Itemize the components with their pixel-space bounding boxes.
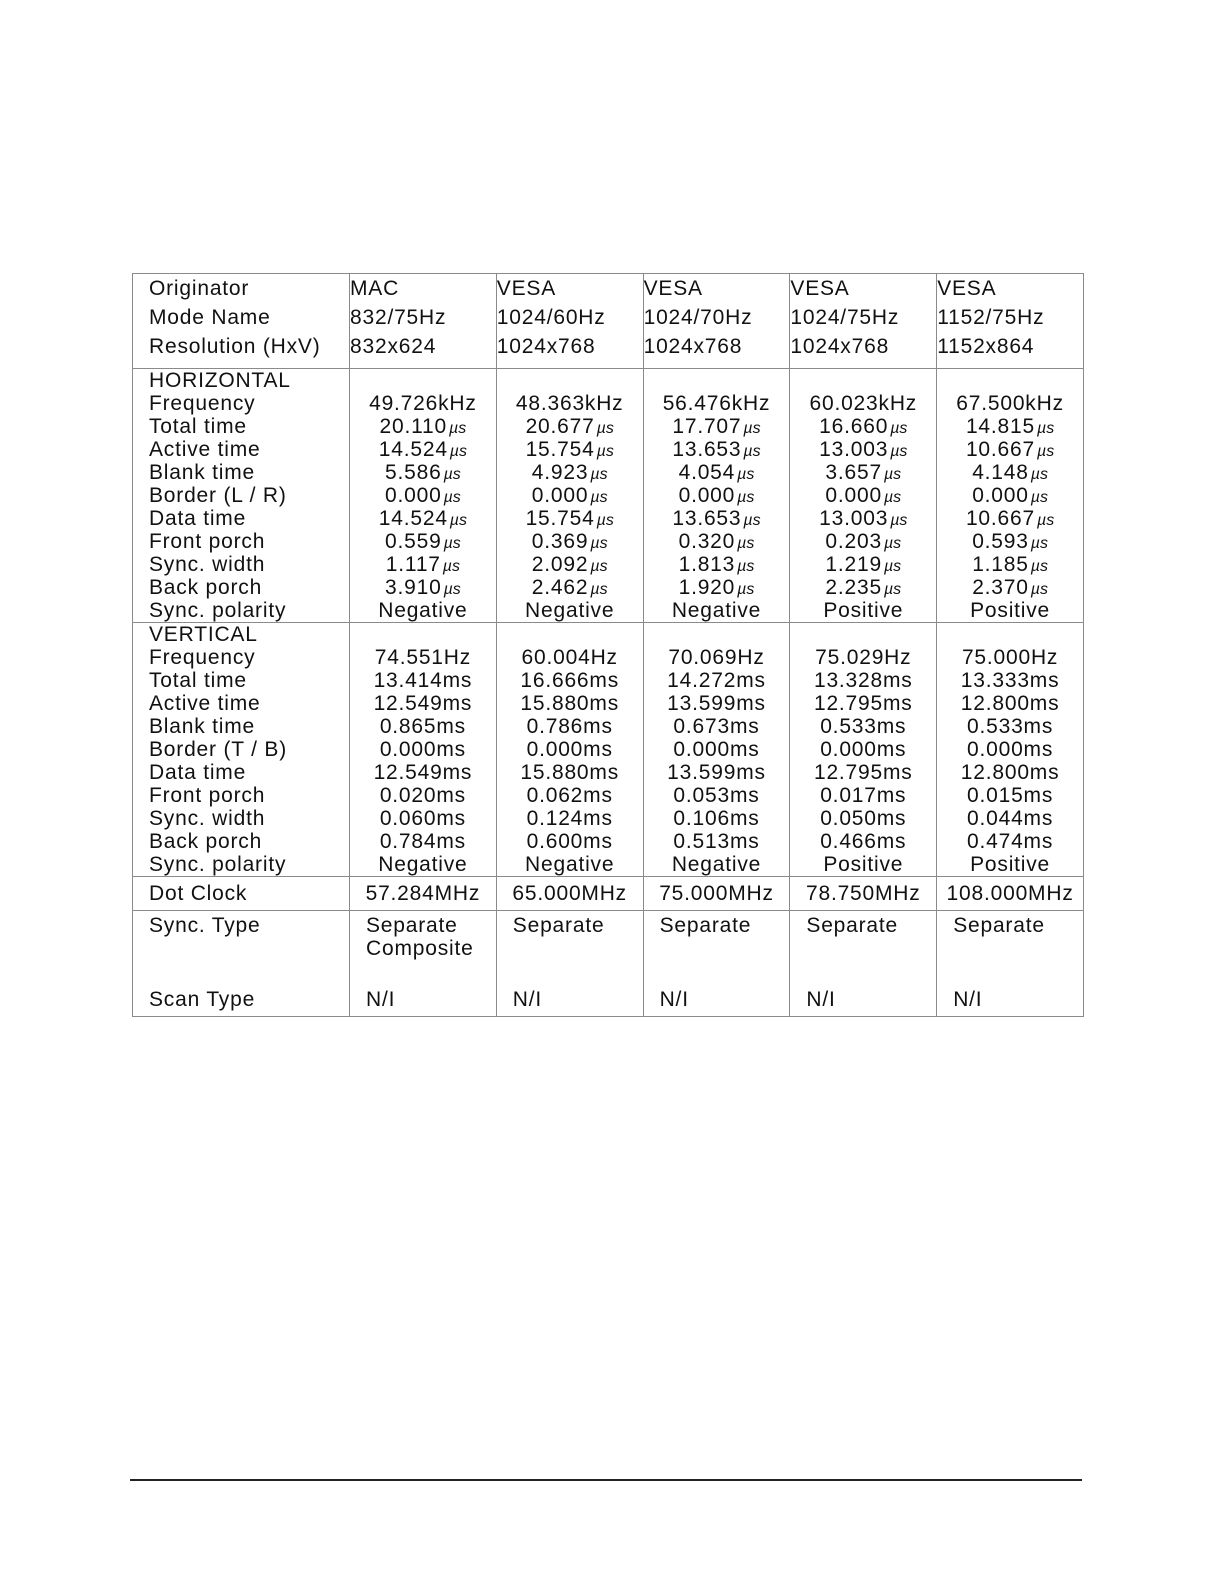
vertical-value: 13.414ms xyxy=(373,669,473,692)
microsecond-unit: µs xyxy=(443,489,461,506)
horizontal-col-4 xyxy=(790,369,937,623)
microsecond-unit: µs xyxy=(743,512,761,529)
vertical-value: 0.786ms xyxy=(526,715,613,738)
horizontal-section xyxy=(133,369,1084,623)
horizontal-value: 5.586 µs xyxy=(385,461,461,484)
microsecond-unit: µs xyxy=(883,466,902,483)
sync-scan-col-1 xyxy=(350,911,497,1017)
vertical-value: 0.000ms xyxy=(526,738,613,761)
horizontal-value: 14.815 µs xyxy=(965,415,1055,438)
microsecond-unit: µs xyxy=(443,581,461,598)
section-title-spacer xyxy=(937,369,1083,392)
horizontal-value: 14.524 µs xyxy=(378,438,468,461)
header-col-5 xyxy=(937,274,1084,369)
microsecond-unit: µs xyxy=(449,420,467,437)
horizontal-value: 20.677 µs xyxy=(525,415,614,438)
section-title-spacer xyxy=(497,623,643,646)
vertical-title: VERTICAL xyxy=(149,623,258,646)
horizontal-col-2 xyxy=(496,369,643,623)
vertical-value: 12.549ms xyxy=(373,761,473,784)
dot-clock-value: 78.750MHz xyxy=(790,877,937,911)
header-col-4 xyxy=(790,274,937,369)
vertical-value: 0.865ms xyxy=(379,715,466,738)
sync-type-value: Separate xyxy=(953,914,1045,937)
microsecond-unit: µs xyxy=(890,420,908,437)
vertical-value: 0.020ms xyxy=(379,784,466,807)
horizontal-value: 0.000 µs xyxy=(678,484,755,507)
horizontal-value: 2.092 µs xyxy=(531,553,608,576)
horizontal-value: 0.593 µs xyxy=(972,530,1048,553)
vertical-value: 12.800ms xyxy=(960,761,1060,784)
horizontal-value: 0.000 µs xyxy=(531,484,608,507)
row-label: Sync. polarity xyxy=(149,853,287,876)
horizontal-col-3 xyxy=(643,369,790,623)
mode-name-label: Mode Name xyxy=(149,306,271,329)
horizontal-value: Positive xyxy=(823,599,904,622)
vertical-value: 60.004Hz xyxy=(521,646,618,669)
vertical-value: 0.017ms xyxy=(820,784,907,807)
vertical-value: 0.513ms xyxy=(673,830,760,853)
vertical-labels-cell xyxy=(133,623,350,877)
vertical-value: 12.795ms xyxy=(813,761,913,784)
horizontal-value: 4.148 µs xyxy=(972,461,1048,484)
horizontal-value: 1.219 µs xyxy=(825,553,902,576)
section-title-spacer xyxy=(644,369,790,392)
vertical-value: 0.533ms xyxy=(967,715,1054,738)
row-label: Blank time xyxy=(149,461,256,484)
microsecond-unit: µs xyxy=(883,489,902,506)
vertical-value: 0.062ms xyxy=(526,784,613,807)
originator: VESA xyxy=(937,277,997,300)
vertical-value: 75.000Hz xyxy=(961,646,1059,669)
vertical-value: 12.795ms xyxy=(813,692,913,715)
horizontal-value: 0.559 µs xyxy=(385,530,461,553)
horizontal-value: 13.653 µs xyxy=(672,507,761,530)
timing-table xyxy=(132,273,1084,1017)
sync-type-label: Sync. Type xyxy=(149,914,261,937)
microsecond-unit: µs xyxy=(1030,558,1048,575)
microsecond-unit: µs xyxy=(737,535,755,552)
resolution: 1024x768 xyxy=(643,335,743,358)
sync-type-value: Separate xyxy=(366,914,458,937)
originator: VESA xyxy=(496,277,557,300)
vertical-value: Negative xyxy=(671,853,762,876)
horizontal-value: 49.726kHz xyxy=(369,392,477,415)
microsecond-unit: µs xyxy=(1036,512,1055,529)
microsecond-unit: µs xyxy=(449,512,468,529)
horizontal-col-1 xyxy=(350,369,497,623)
originator: MAC xyxy=(350,277,400,300)
sync-type-value: Separate xyxy=(512,914,605,937)
section-title-spacer xyxy=(790,623,936,646)
horizontal-value: 13.653 µs xyxy=(672,438,761,461)
resolution: 1024x768 xyxy=(790,335,890,358)
dot-clock-label: Dot Clock xyxy=(133,877,350,911)
sync-scan-col-4 xyxy=(790,911,937,1017)
row-label: Data time xyxy=(149,507,247,530)
row-label: Data time xyxy=(149,761,247,784)
vertical-col-1 xyxy=(350,623,497,877)
dot-clock-value: 75.000MHz xyxy=(643,877,790,911)
horizontal-value: 1.117 µs xyxy=(385,553,460,576)
microsecond-unit: µs xyxy=(883,535,902,552)
horizontal-value: 3.910 µs xyxy=(385,576,461,599)
section-title-spacer xyxy=(497,369,643,392)
originator: VESA xyxy=(790,277,850,300)
vertical-value: 15.880ms xyxy=(520,761,619,784)
horizontal-value: Negative xyxy=(671,599,762,622)
scan-type-label: Scan Type xyxy=(149,988,256,1011)
vertical-value: 16.666ms xyxy=(520,669,619,692)
row-label: Border (T / B) xyxy=(149,738,288,761)
dot-clock-value: 57.284MHz xyxy=(350,877,497,911)
row-label: Back porch xyxy=(149,576,263,599)
horizontal-value: 13.003 µs xyxy=(819,507,908,530)
vertical-value: 13.599ms xyxy=(667,761,766,784)
horizontal-value: Positive xyxy=(970,599,1051,622)
originator-label: Originator xyxy=(149,277,250,300)
row-label: Front porch xyxy=(149,784,266,807)
vertical-value: 0.124ms xyxy=(526,807,613,830)
vertical-value: 0.000ms xyxy=(967,738,1054,761)
horizontal-value: 4.923 µs xyxy=(531,461,608,484)
vertical-value: 75.029Hz xyxy=(815,646,912,669)
row-label: Total time xyxy=(149,669,247,692)
vertical-value: 0.784ms xyxy=(379,830,466,853)
section-title-spacer xyxy=(350,623,496,646)
vertical-value: 0.466ms xyxy=(820,830,907,853)
vertical-value: 0.106ms xyxy=(673,807,760,830)
horizontal-value: 0.203 µs xyxy=(825,530,902,553)
section-title-spacer xyxy=(937,623,1083,646)
microsecond-unit: µs xyxy=(596,420,614,437)
mode-name: 1024/75Hz xyxy=(790,306,900,329)
originator: VESA xyxy=(643,277,703,300)
microsecond-unit: µs xyxy=(1030,535,1048,552)
row-label: Frequency xyxy=(149,392,256,415)
sync-scan-col-2 xyxy=(496,911,643,1017)
mode-name: 832/75Hz xyxy=(350,306,447,329)
header-row xyxy=(133,274,1084,369)
horizontal-value: 3.657 µs xyxy=(825,461,902,484)
horizontal-value: 15.754 µs xyxy=(525,438,614,461)
row-label: Total time xyxy=(149,415,247,438)
microsecond-unit: µs xyxy=(1036,443,1055,460)
horizontal-value: 16.660 µs xyxy=(819,415,908,438)
vertical-value: Negative xyxy=(525,853,615,876)
microsecond-unit: µs xyxy=(596,443,614,460)
row-label: Back porch xyxy=(149,830,263,853)
vertical-value: 0.673ms xyxy=(673,715,760,738)
microsecond-unit: µs xyxy=(737,558,755,575)
vertical-value: 0.044ms xyxy=(967,807,1054,830)
vertical-value: 15.880ms xyxy=(520,692,619,715)
row-label: Sync. polarity xyxy=(149,599,287,622)
horizontal-value: 48.363kHz xyxy=(515,392,624,415)
microsecond-unit: µs xyxy=(443,466,461,483)
header-col-1 xyxy=(350,274,497,369)
vertical-value: Negative xyxy=(378,853,468,876)
horizontal-value: 67.500kHz xyxy=(956,392,1064,415)
vertical-col-5 xyxy=(937,623,1084,877)
microsecond-unit: µs xyxy=(743,443,761,460)
horizontal-value: 0.369 µs xyxy=(531,530,608,553)
sync-type-value: Separate xyxy=(806,914,899,937)
sync-scan-col-5 xyxy=(937,911,1084,1017)
vertical-value: 0.533ms xyxy=(820,715,907,738)
resolution: 832x624 xyxy=(350,335,437,358)
scan-type-value: N/I xyxy=(659,988,689,1011)
dot-clock-row xyxy=(133,877,1084,911)
vertical-value: 0.050ms xyxy=(820,807,907,830)
section-title-spacer xyxy=(350,369,496,392)
horizontal-value: 20.110 µs xyxy=(379,415,467,438)
header-col-3 xyxy=(643,274,790,369)
vertical-col-4 xyxy=(790,623,937,877)
sync-scan-col-3 xyxy=(643,911,790,1017)
resolution-label: Resolution (HxV) xyxy=(149,335,321,358)
row-label: Active time xyxy=(149,692,261,715)
vertical-col-2 xyxy=(496,623,643,877)
vertical-value: 0.000ms xyxy=(379,738,466,761)
sync-type-value: Composite xyxy=(366,937,474,960)
horizontal-col-5 xyxy=(937,369,1084,623)
vertical-section xyxy=(133,623,1084,877)
row-label: Active time xyxy=(149,438,261,461)
microsecond-unit: µs xyxy=(1030,581,1048,598)
sync-scan-row xyxy=(133,911,1084,1017)
vertical-value: 0.060ms xyxy=(379,807,466,830)
microsecond-unit: µs xyxy=(883,558,902,575)
horizontal-value: 0.000 µs xyxy=(972,484,1048,507)
vertical-value: 0.474ms xyxy=(967,830,1054,853)
horizontal-value: 17.707 µs xyxy=(672,415,761,438)
horizontal-title: HORIZONTAL xyxy=(149,369,291,392)
vertical-value: 12.800ms xyxy=(960,692,1060,715)
horizontal-value: 15.754 µs xyxy=(525,507,614,530)
microsecond-unit: µs xyxy=(737,581,755,598)
microsecond-unit: µs xyxy=(449,443,468,460)
horizontal-value: 10.667 µs xyxy=(965,438,1055,461)
vertical-value: 13.328ms xyxy=(813,669,913,692)
sync-scan-labels-cell xyxy=(133,911,350,1017)
microsecond-unit: µs xyxy=(737,489,755,506)
section-title-spacer xyxy=(644,623,790,646)
resolution: 1152x864 xyxy=(937,335,1035,358)
horizontal-value: 14.524 µs xyxy=(378,507,468,530)
microsecond-unit: µs xyxy=(596,512,614,529)
horizontal-labels-cell xyxy=(133,369,350,623)
mode-name: 1024/70Hz xyxy=(643,306,753,329)
horizontal-value: 1.185 µs xyxy=(972,553,1048,576)
microsecond-unit: µs xyxy=(442,558,460,575)
microsecond-unit: µs xyxy=(890,512,908,529)
vertical-value: 0.600ms xyxy=(526,830,613,853)
horizontal-value: Negative xyxy=(378,599,468,622)
microsecond-unit: µs xyxy=(890,443,908,460)
vertical-value: 0.000ms xyxy=(820,738,907,761)
horizontal-value: 13.003 µs xyxy=(819,438,908,461)
vertical-value: 0.053ms xyxy=(673,784,760,807)
vertical-value: 13.599ms xyxy=(667,692,766,715)
vertical-value: Positive xyxy=(970,853,1051,876)
horizontal-value: 0.320 µs xyxy=(678,530,755,553)
resolution: 1024x768 xyxy=(496,335,596,358)
microsecond-unit: µs xyxy=(443,535,461,552)
horizontal-value: 2.235 µs xyxy=(825,576,902,599)
horizontal-value: Negative xyxy=(525,599,615,622)
vertical-value: Positive xyxy=(823,853,904,876)
microsecond-unit: µs xyxy=(743,420,761,437)
header-labels-cell xyxy=(133,274,350,369)
vertical-value: 14.272ms xyxy=(667,669,766,692)
footer-rule xyxy=(130,1479,1082,1481)
mode-name: 1152/75Hz xyxy=(937,306,1045,329)
vertical-value: 0.000ms xyxy=(673,738,760,761)
scan-type-value: N/I xyxy=(366,988,396,1011)
microsecond-unit: µs xyxy=(737,466,755,483)
microsecond-unit: µs xyxy=(1030,466,1048,483)
scan-type-value: N/I xyxy=(512,988,543,1011)
vertical-value: 74.551Hz xyxy=(374,646,472,669)
horizontal-value: 10.667 µs xyxy=(965,507,1055,530)
horizontal-value: 60.023kHz xyxy=(809,392,918,415)
microsecond-unit: µs xyxy=(1036,420,1055,437)
row-label: Border (L / R) xyxy=(149,484,287,507)
row-label: Frequency xyxy=(149,646,256,669)
dot-clock-value: 65.000MHz xyxy=(496,877,643,911)
horizontal-value: 56.476kHz xyxy=(662,392,771,415)
sync-type-value: Separate xyxy=(659,914,752,937)
scan-type-value: N/I xyxy=(806,988,836,1011)
row-label: Sync. width xyxy=(149,807,266,830)
mode-name: 1024/60Hz xyxy=(496,306,606,329)
horizontal-value: 2.370 µs xyxy=(972,576,1048,599)
vertical-value: 12.549ms xyxy=(373,692,473,715)
horizontal-value: 1.920 µs xyxy=(678,576,755,599)
microsecond-unit: µs xyxy=(590,535,608,552)
vertical-value: 70.069Hz xyxy=(668,646,765,669)
horizontal-value: 0.000 µs xyxy=(825,484,902,507)
horizontal-value: 1.813 µs xyxy=(678,553,755,576)
horizontal-value: 0.000 µs xyxy=(385,484,461,507)
scan-type-value: N/I xyxy=(953,988,983,1011)
vertical-value: 13.333ms xyxy=(960,669,1060,692)
vertical-col-3 xyxy=(643,623,790,877)
microsecond-unit: µs xyxy=(1030,489,1048,506)
dot-clock-value: 108.000MHz xyxy=(937,877,1084,911)
microsecond-unit: µs xyxy=(883,581,902,598)
section-title-spacer xyxy=(790,369,936,392)
row-label: Blank time xyxy=(149,715,256,738)
horizontal-value: 2.462 µs xyxy=(531,576,608,599)
microsecond-unit: µs xyxy=(590,466,608,483)
row-label: Sync. width xyxy=(149,553,266,576)
horizontal-value: 4.054 µs xyxy=(678,461,755,484)
header-col-2 xyxy=(496,274,643,369)
microsecond-unit: µs xyxy=(590,558,608,575)
vertical-value: 0.015ms xyxy=(967,784,1054,807)
row-label: Front porch xyxy=(149,530,266,553)
microsecond-unit: µs xyxy=(590,489,608,506)
microsecond-unit: µs xyxy=(590,581,608,598)
